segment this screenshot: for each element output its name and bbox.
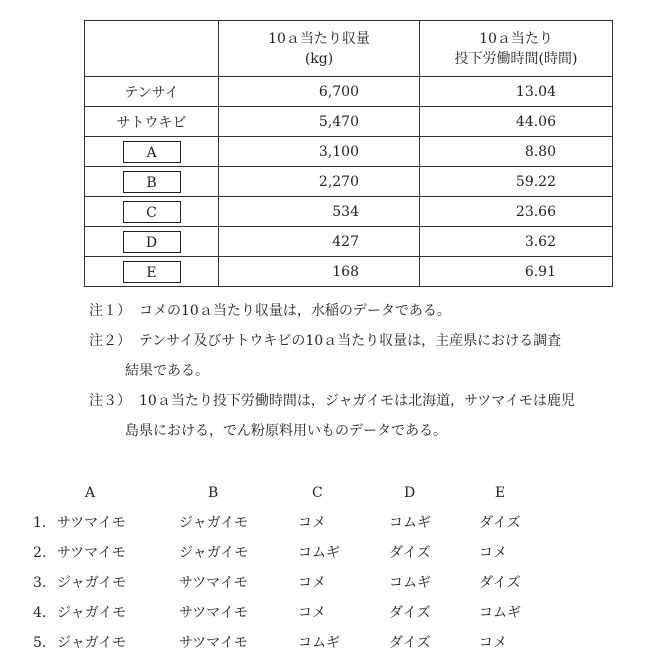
option-c: コムギ <box>298 545 340 561</box>
yield-cell <box>219 137 420 167</box>
option-e: コムギ <box>479 605 521 621</box>
option-b: サツマイモ <box>179 575 248 591</box>
yield-cell <box>219 257 420 287</box>
option-e: ダイズ <box>479 515 521 531</box>
table-row <box>85 77 613 107</box>
note-label: 注３） <box>89 393 131 409</box>
option-a: サツマイモ <box>57 515 126 531</box>
crop-cell <box>85 197 219 227</box>
hours-value: 23.66 <box>515 203 556 220</box>
crop-box-label: E <box>123 261 181 283</box>
choice-header-e: E <box>495 485 506 501</box>
yield-value: 168 <box>332 263 359 280</box>
choices-header-row <box>0 478 646 508</box>
yield-value: 5,470 <box>318 113 359 130</box>
hours-cell <box>420 197 613 227</box>
table-row <box>85 107 613 137</box>
header-empty-cell <box>85 21 219 77</box>
yield-cell <box>219 77 420 107</box>
yield-value: 3,100 <box>318 143 359 160</box>
note-1 <box>89 296 629 326</box>
crop-box-label: D <box>123 231 181 253</box>
option-a: ジャガイモ <box>57 575 127 591</box>
hours-value: 3.62 <box>524 233 556 250</box>
hours-value: 13.04 <box>515 83 556 100</box>
table-row <box>85 197 613 227</box>
crop-name: テンサイ <box>85 77 219 107</box>
note-label: 注２） <box>89 333 131 349</box>
option-c: コメ <box>298 515 326 531</box>
hours-cell <box>420 137 613 167</box>
choice-option[interactable] <box>0 628 646 658</box>
crop-cell <box>85 167 219 197</box>
table-row <box>85 167 613 197</box>
table-row <box>85 227 613 257</box>
option-number: 1. <box>33 515 47 531</box>
hours-value: 44.06 <box>515 113 556 130</box>
hours-value: 8.80 <box>524 143 556 160</box>
note-2-continuation: 結果である。 <box>125 363 209 379</box>
answer-choices <box>0 478 646 658</box>
note-2 <box>89 326 629 356</box>
hours-cell <box>420 227 613 257</box>
option-d: コムギ <box>389 515 431 531</box>
header-hours-line1: 10ａ当たり <box>479 30 553 47</box>
header-yield-line2: (kg) <box>304 50 334 67</box>
choice-header-d: D <box>404 485 416 501</box>
option-a: サツマイモ <box>57 545 126 561</box>
option-number: 3. <box>33 575 47 591</box>
option-d: ダイズ <box>389 545 431 561</box>
option-number: 4. <box>33 605 47 621</box>
header-yield <box>219 21 420 77</box>
crop-box-label: B <box>123 171 181 193</box>
crop-cell <box>85 257 219 287</box>
option-e: コメ <box>479 545 507 561</box>
header-hours-line2: 投下労働時間(時間) <box>454 50 578 67</box>
hours-value: 6.91 <box>524 263 556 280</box>
note-label: 注１） <box>89 303 131 319</box>
yield-cell <box>219 227 420 257</box>
hours-cell <box>420 167 613 197</box>
option-d: コムギ <box>389 575 431 591</box>
crop-name: サトウキビ <box>85 107 219 137</box>
crop-box-label: C <box>123 201 181 223</box>
table-row <box>85 137 613 167</box>
yield-value: 2,270 <box>318 173 359 190</box>
table-header-row <box>85 21 613 77</box>
notes-section <box>89 296 629 446</box>
option-b: サツマイモ <box>179 605 248 621</box>
choice-option[interactable] <box>0 508 646 538</box>
option-a: ジャガイモ <box>57 635 127 651</box>
hours-cell <box>420 107 613 137</box>
note-3 <box>89 386 629 416</box>
crop-cell <box>85 137 219 167</box>
choice-option[interactable] <box>0 598 646 628</box>
yield-value: 427 <box>332 233 359 250</box>
crop-box-label: A <box>123 141 181 163</box>
option-e: コメ <box>479 635 507 651</box>
yield-value: 6,700 <box>318 83 359 100</box>
choice-header-a: A <box>85 485 96 501</box>
note-text: コメの10ａ当たり収量は，水稲のデータである。 <box>139 303 451 319</box>
note-text: 10ａ当たり投下労働時間は，ジャガイモは北海道，サツマイモは鹿児 <box>139 393 575 409</box>
option-b: ジャガイモ <box>179 515 249 531</box>
note-3-continuation: 島県における，でん粉原料用いものデータである。 <box>125 423 447 439</box>
hours-cell <box>420 257 613 287</box>
option-a: ジャガイモ <box>57 605 127 621</box>
yield-cell <box>219 197 420 227</box>
crop-data-table <box>84 20 613 287</box>
yield-cell <box>219 107 420 137</box>
header-yield-line1: 10ａ当たり収量 <box>268 30 370 47</box>
choice-option[interactable] <box>0 568 646 598</box>
table-row <box>85 257 613 287</box>
choice-option[interactable] <box>0 538 646 568</box>
choice-header-b: B <box>208 485 219 501</box>
hours-cell <box>420 77 613 107</box>
option-b: サツマイモ <box>179 635 248 651</box>
option-d: ダイズ <box>389 635 431 651</box>
crop-cell <box>85 227 219 257</box>
option-c: コムギ <box>298 635 340 651</box>
option-number: 2. <box>33 545 47 561</box>
option-d: ダイズ <box>389 605 431 621</box>
yield-value: 534 <box>332 203 359 220</box>
option-b: ジャガイモ <box>179 545 249 561</box>
yield-cell <box>219 167 420 197</box>
option-e: ダイズ <box>479 575 521 591</box>
header-hours <box>420 21 613 77</box>
hours-value: 59.22 <box>515 173 556 190</box>
option-number: 5. <box>33 635 47 651</box>
option-c: コメ <box>298 575 326 591</box>
choice-header-c: C <box>312 485 323 501</box>
option-c: コメ <box>298 605 326 621</box>
note-text: テンサイ及びサトウキビの10ａ当たり収量は，主産県における調査 <box>139 333 562 349</box>
